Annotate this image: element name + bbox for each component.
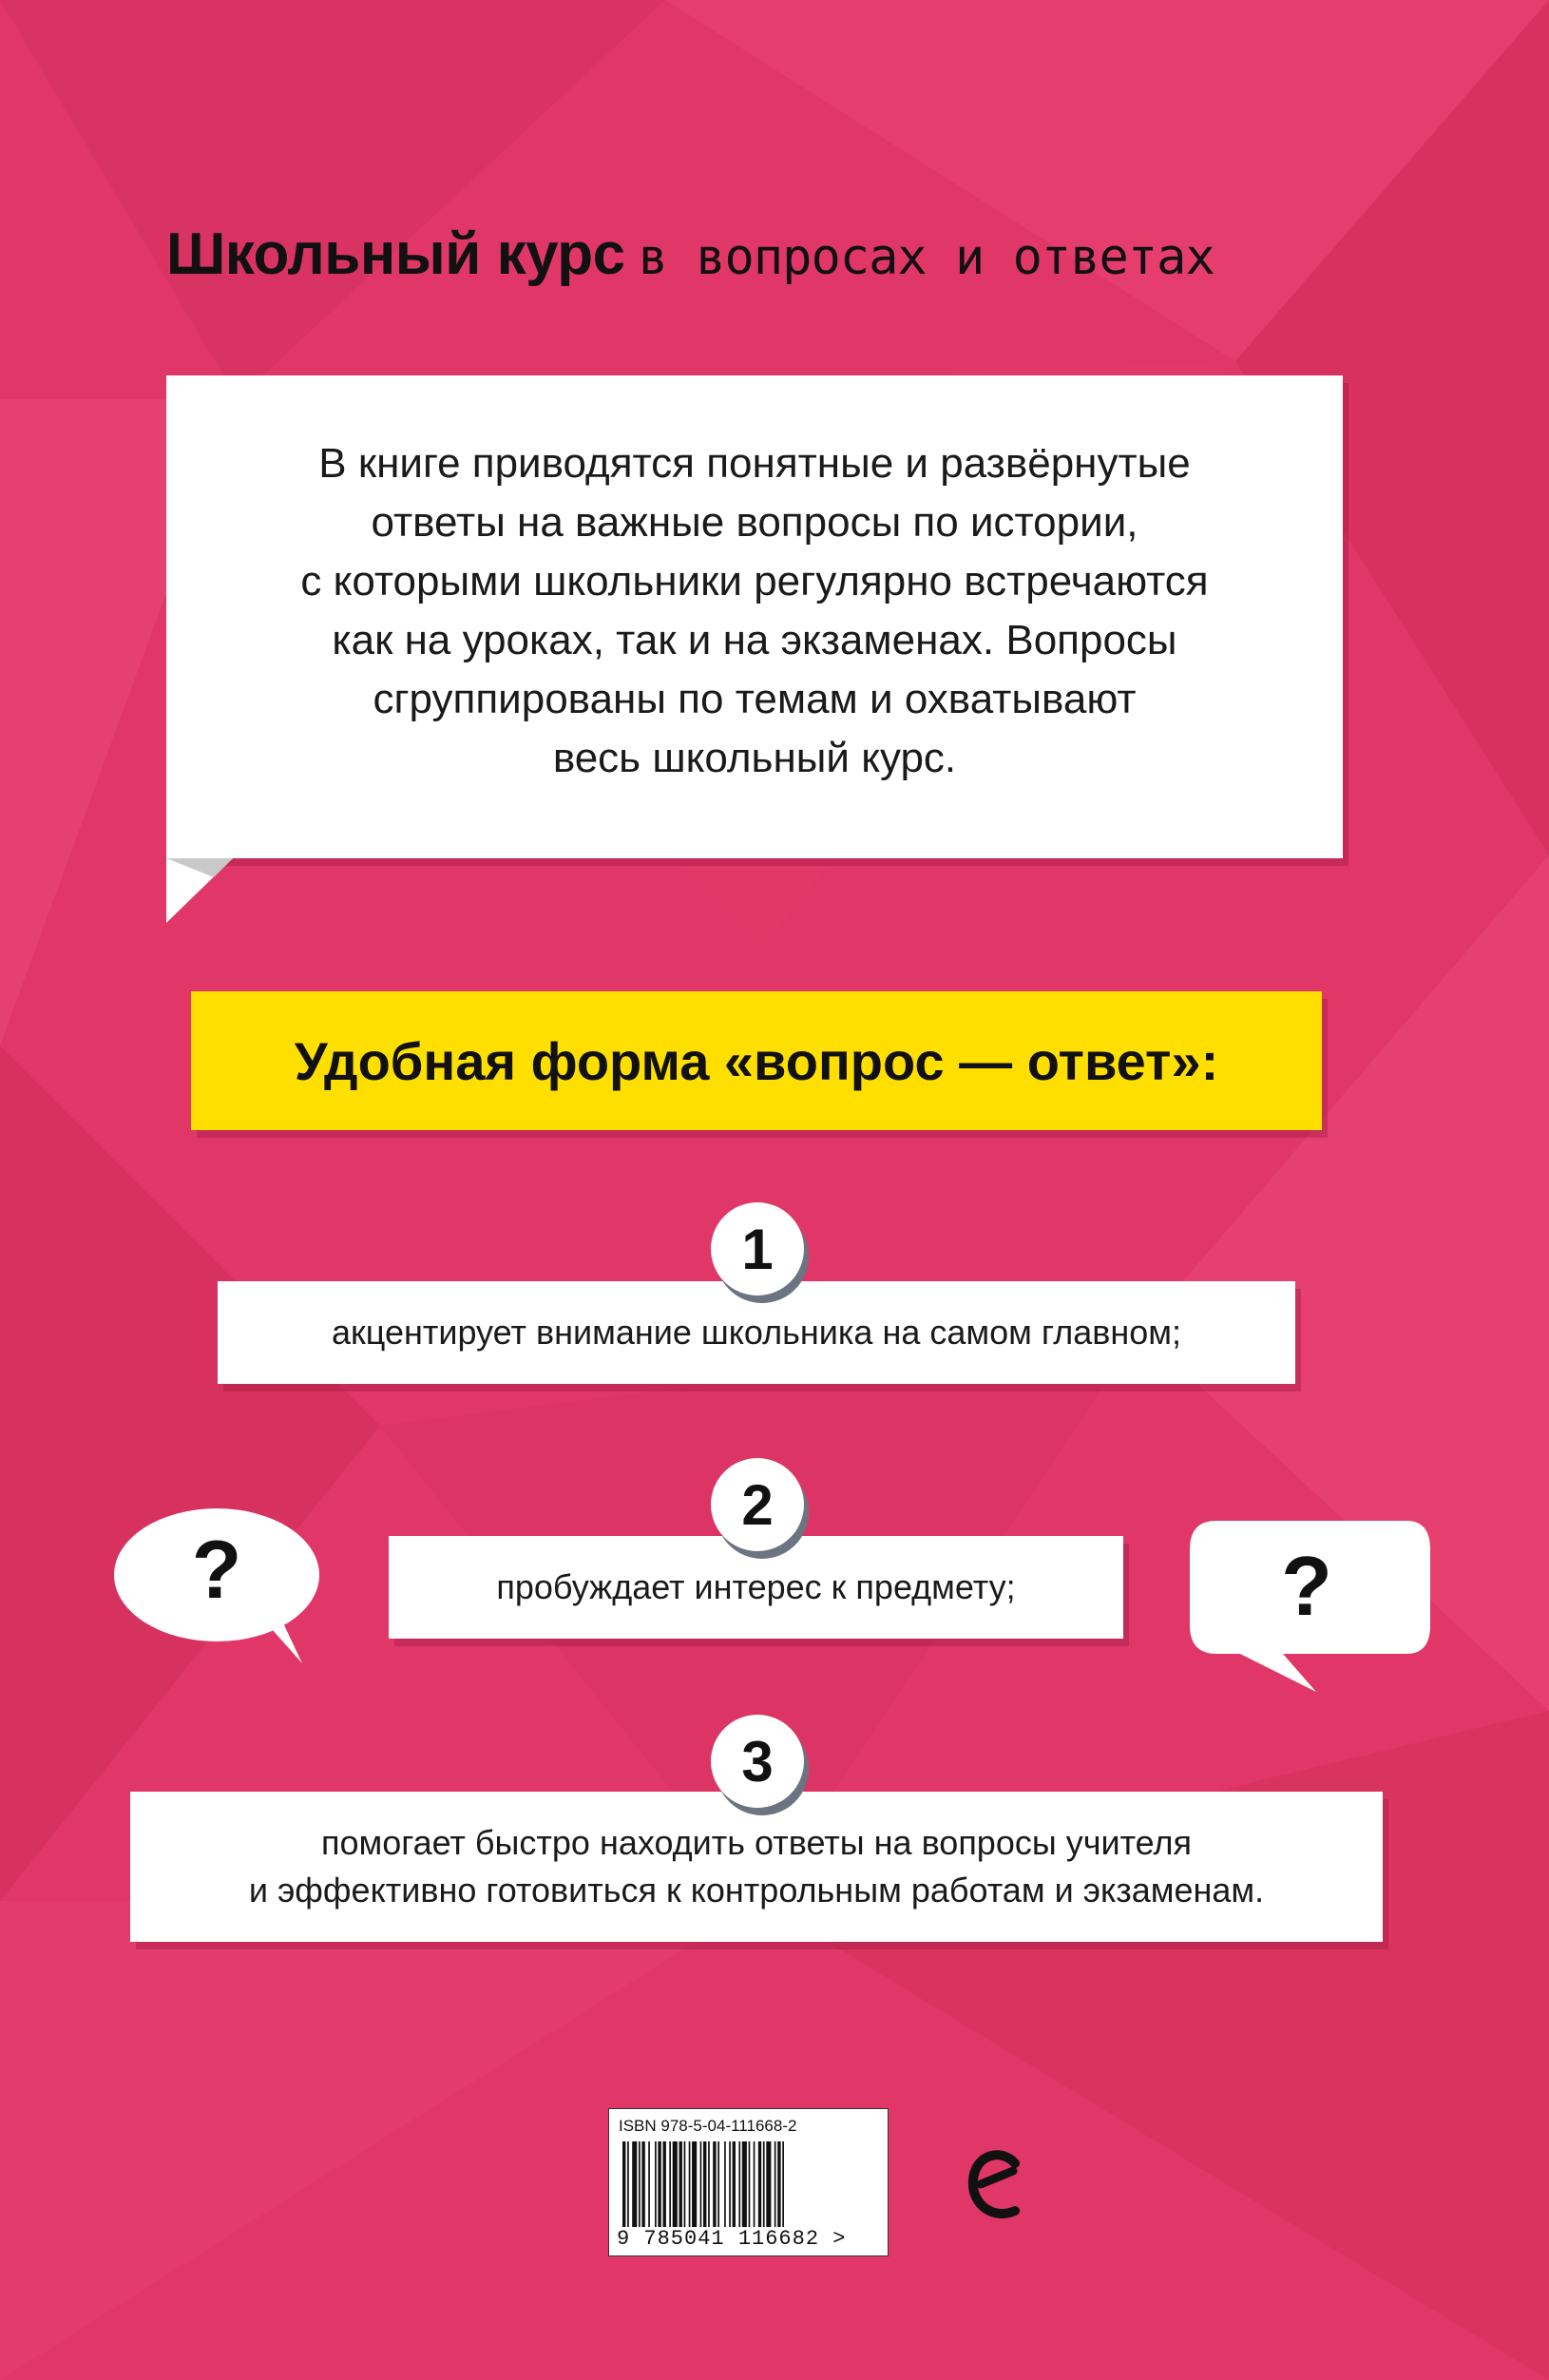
series-title-bold: Школьный курс xyxy=(166,217,625,293)
barcode-bar xyxy=(689,2141,691,2227)
barcode-bar xyxy=(684,2141,686,2227)
feature-item-1: акцентирует внимание школьника на самом главном; xyxy=(218,1281,1295,1384)
feature-banner: Удобная форма «вопрос — ответ»: xyxy=(191,991,1322,1130)
question-mark-left: ? xyxy=(191,1525,242,1616)
barcode-digits: 9 785041 116682 > xyxy=(617,2227,847,2251)
feature-item-3: помогает быстро находить ответы на вопросы учителя и эффективно готовиться к контрольным работам и экзаменам. xyxy=(130,1792,1383,1942)
feature-item-2: пробуждает интерес к предмету; xyxy=(389,1536,1123,1639)
barcode-bar xyxy=(663,2141,666,2227)
barcode-bar xyxy=(758,2141,761,2227)
series-title-light: в вопросах и ответах xyxy=(638,229,1214,286)
barcode-icon xyxy=(622,2141,877,2227)
barcode-bar xyxy=(763,2141,765,2227)
barcode-bar xyxy=(717,2141,719,2227)
question-mark-right: ? xyxy=(1281,1539,1332,1633)
barcode-bar xyxy=(749,2141,751,2227)
barcode-bar xyxy=(729,2141,731,2227)
description-text: В книге приводятся понятные и развёрнутые ответы на важные вопросы по истории, с которыми школьники регулярно встречаются как на уроках, так и на экзаменах. Вопросы сгруппированы по темам и охватывают весь школьный курс. xyxy=(300,440,1209,781)
barcode-bar xyxy=(713,2141,716,2227)
barcode-bar xyxy=(708,2141,710,2227)
series-title xyxy=(166,217,1402,293)
barcode-bar xyxy=(742,2141,747,2227)
barcode-bar xyxy=(774,2141,776,2227)
barcode-bar xyxy=(673,2141,678,2227)
feature-number-3: 3 xyxy=(711,1715,804,1808)
barcode-bar xyxy=(733,2141,736,2227)
barcode-bar xyxy=(679,2141,682,2227)
barcode-bar xyxy=(639,2141,641,2227)
barcode-bar xyxy=(782,2141,784,2227)
barcode-bar xyxy=(692,2141,697,2227)
feature-number-2: 2 xyxy=(711,1458,804,1551)
barcode-bar xyxy=(648,2141,650,2227)
barcode-bar xyxy=(658,2141,660,2227)
barcode-bar xyxy=(738,2141,740,2227)
barcode-bar xyxy=(669,2141,671,2227)
barcode-bar xyxy=(700,2141,702,2227)
barcode-bar xyxy=(641,2141,644,2227)
barcode-bar xyxy=(632,2141,637,2227)
feature-number-1: 1 xyxy=(711,1202,804,1296)
description-card xyxy=(166,375,1343,858)
question-bubble-right xyxy=(1178,1502,1435,1701)
barcode-bar xyxy=(766,2141,771,2227)
isbn-barcode xyxy=(608,2108,889,2256)
barcode-bar xyxy=(754,2141,755,2227)
description-card-tail xyxy=(166,858,233,923)
isbn-label: ISBN 978-5-04-111668-2 xyxy=(619,2117,797,2135)
barcode-bar xyxy=(777,2141,780,2227)
publisher-logo-icon xyxy=(967,2146,1026,2224)
question-bubble-left xyxy=(112,1507,331,1668)
barcode-bar xyxy=(724,2141,726,2227)
barcode-bar xyxy=(627,2141,629,2227)
barcode-bar xyxy=(622,2141,625,2227)
barcode-bar xyxy=(655,2141,657,2227)
barcode-bar xyxy=(703,2141,706,2227)
